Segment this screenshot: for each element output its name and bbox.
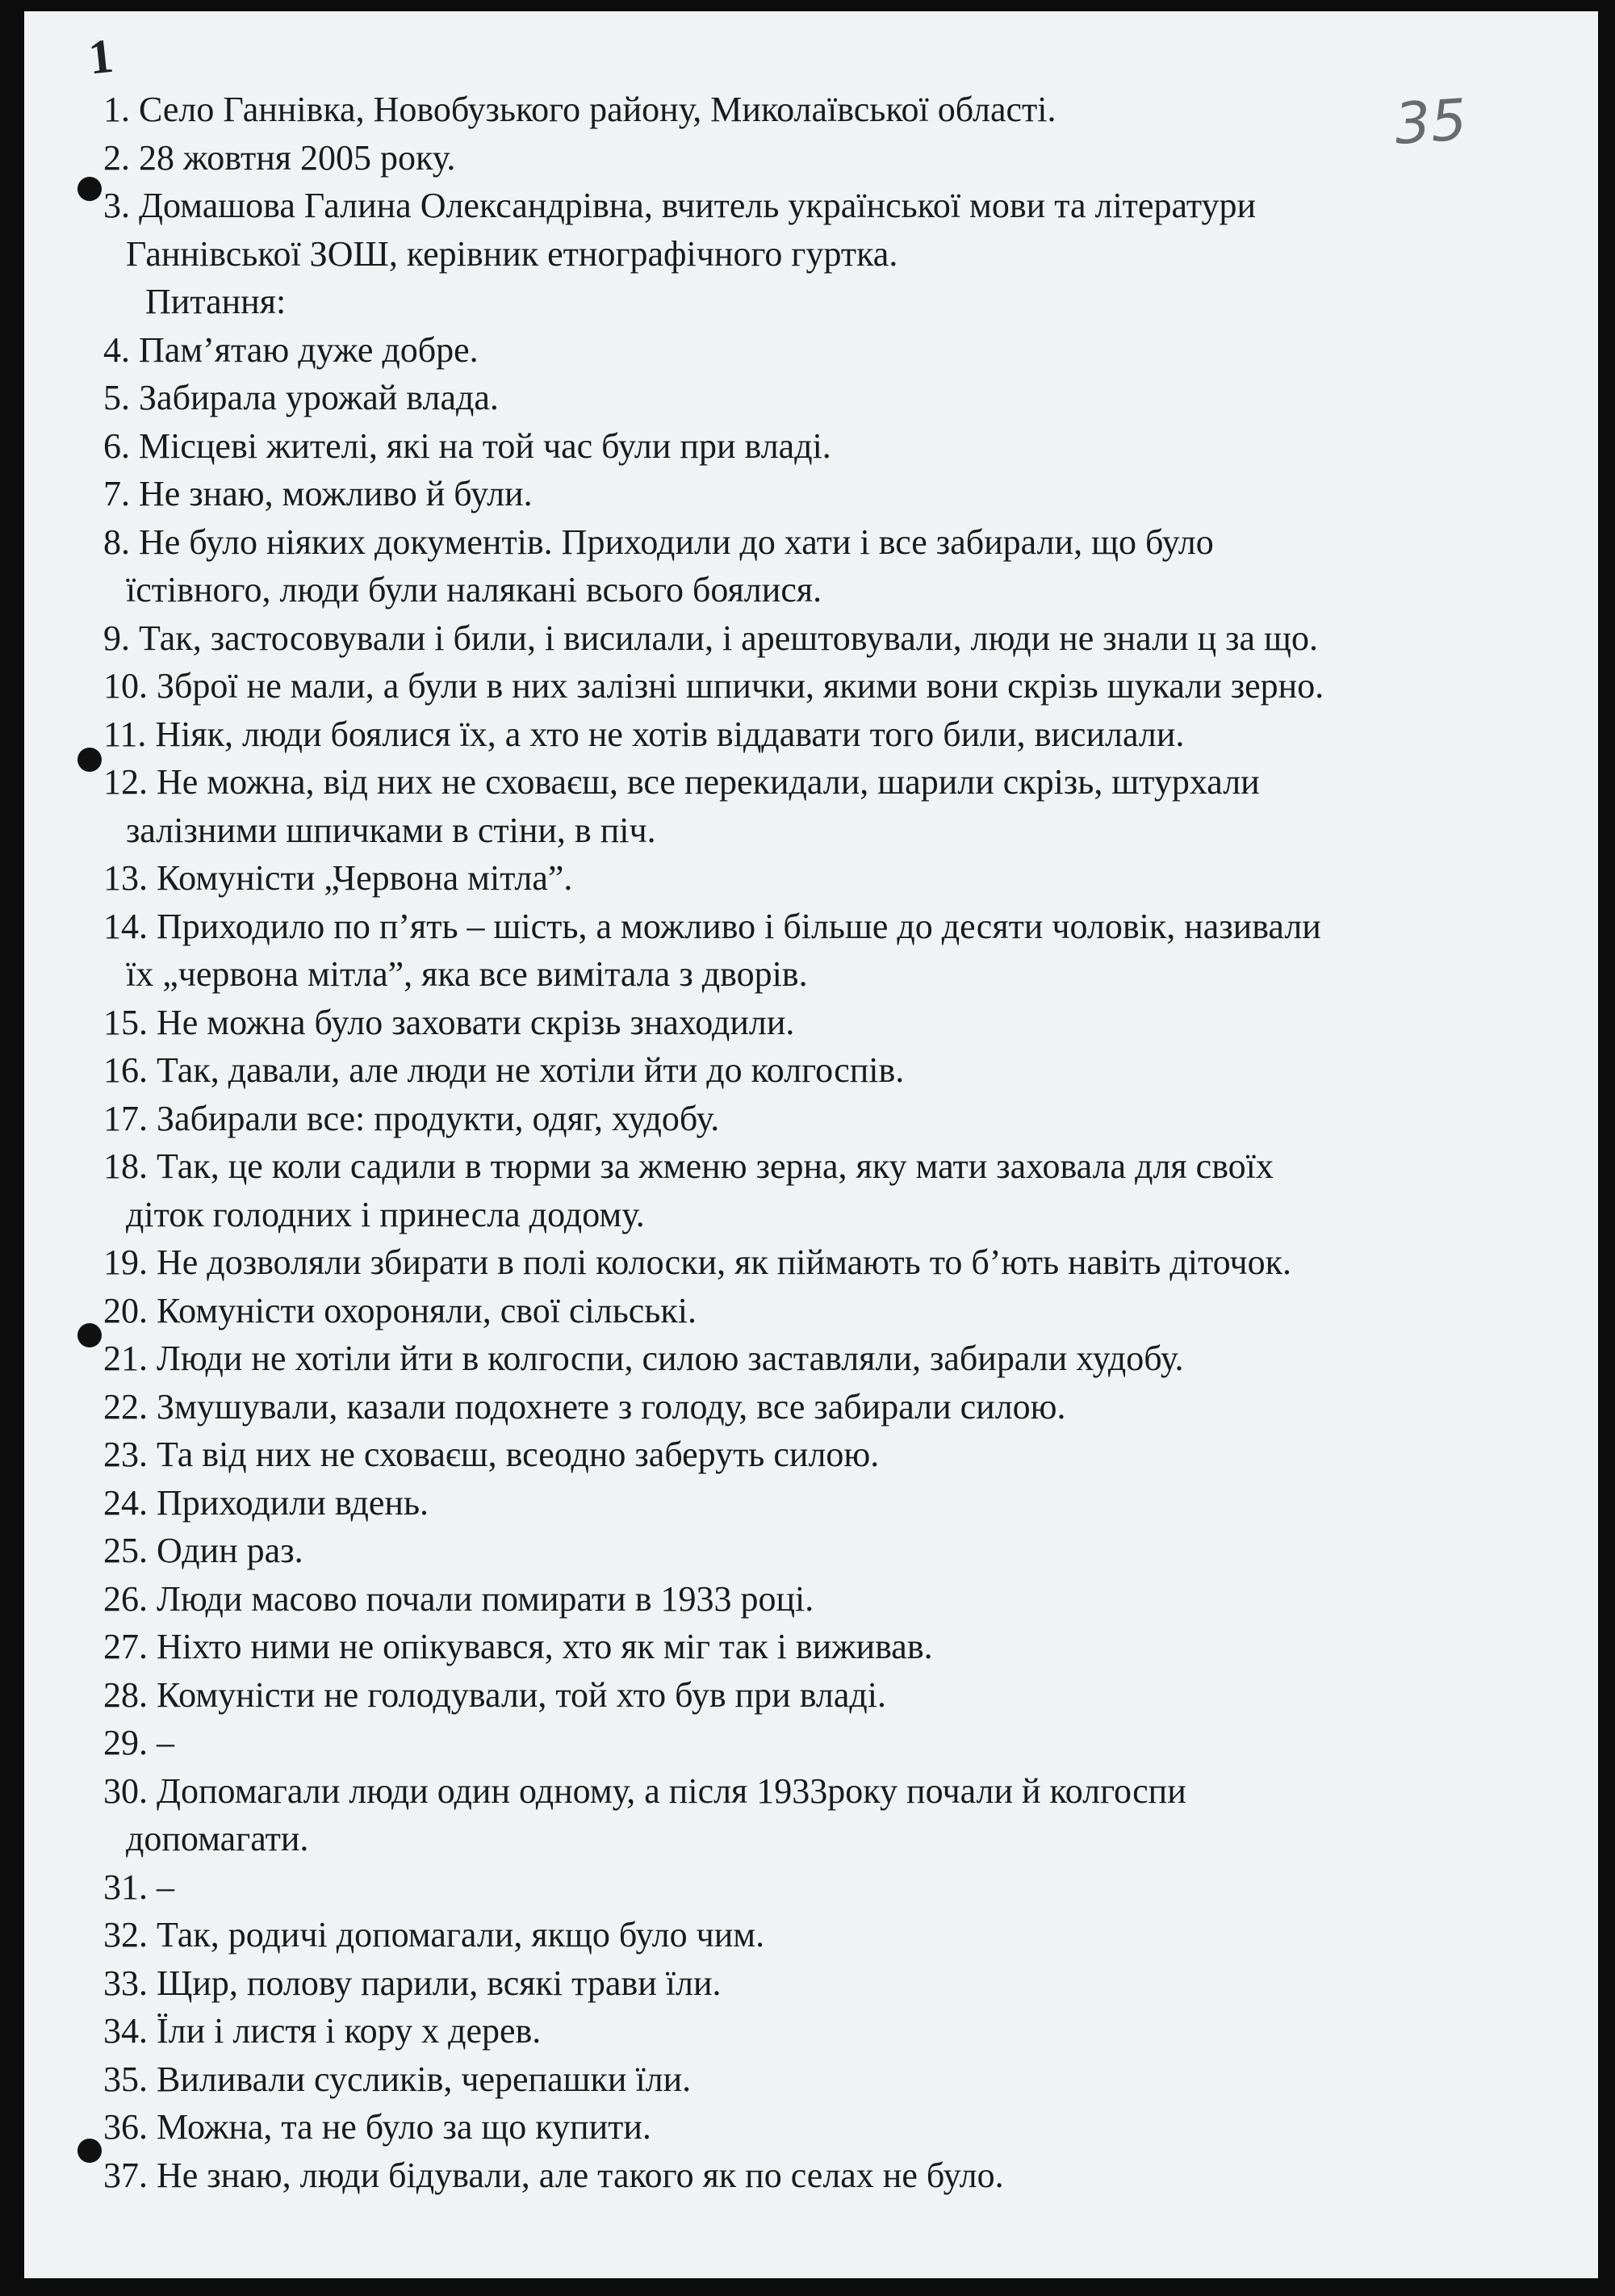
answer-line: 8. Не було ніяких документів. Приходили до хати і все забирали, що було [103, 522, 1214, 562]
document-page [24, 11, 1598, 2278]
answer-line: 7. Не знаю, можливо й були. [103, 474, 533, 513]
answer-line: 33. Щир, полову парили, всякі трави їли. [103, 1963, 722, 2003]
answer-line: 29. – [103, 1723, 174, 1762]
answer-line: їстівного, люди були налякані всього боялися. [126, 570, 822, 610]
answer-line: 13. Комуністи „Червона мітла”. [103, 858, 573, 898]
answer-line: 23. Та від них не сховаєш, всеодно заберуть силою. [103, 1435, 880, 1474]
answer-line: 9. Так, застосовували і били, і висилали, і арештовували, люди не знали ц за що. [103, 618, 1318, 658]
answer-line: 11. Ніяк, люди боялися їх, а хто не хотів віддавати того били, висилали. [103, 714, 1185, 754]
answer-line: 37. Не знаю, люди бідували, але такого як по селах не було. [103, 2155, 1004, 2195]
punch-hole [77, 748, 102, 772]
answer-line: 5. Забирала урожай влада. [103, 378, 499, 417]
answer-line: їх „червона мітла”, яка все вимітала з дворів. [126, 954, 808, 994]
corner-mark: 1 [86, 28, 116, 85]
answer-line: 10. Зброї не мали, а були в них залізні шпички, якими вони скрізь шукали зерно. [103, 666, 1324, 706]
answer-line: діток голодних і принесла додому. [126, 1194, 645, 1234]
answer-line: 30. Допомагали люди один одному, а після 1933року почали й колгоспи [103, 1770, 1186, 1811]
answer-line: 26. Люди масово почали помирати в 1933 році. [103, 1578, 814, 1619]
answer-line: 15. Не можна було заховати скрізь знаходили. [103, 1002, 795, 1042]
answer-line: 16. Так, давали, але люди не хотіли йти до колгоспів. [103, 1050, 905, 1090]
answer-line: 6. Місцеві жителі, які на той час були при владі. [103, 425, 831, 466]
punch-hole [77, 1323, 102, 1347]
answer-line: 18. Так, це коли садили в тюрми за жменю зерна, яку мати заховала для своїх [103, 1146, 1274, 1186]
questions-heading: Питання: [145, 282, 287, 321]
punch-hole [77, 2139, 102, 2163]
answer-line: 27. Ніхто ними не опікувався, хто як міг так і виживав. [103, 1627, 933, 1666]
answer-line: 17. Забирали все: продукти, одяг, худобу. [103, 1098, 720, 1138]
answer-line: залізними шпичками в стіни, в піч. [126, 810, 656, 850]
answer-line: 14. Приходило по п’ять – шість, а можливо і більше до десяти чоловік, називали [103, 906, 1321, 946]
document-line: 3. Домашова Галина Олександрівна, вчитель української мови та літератури [103, 186, 1257, 225]
answer-line: 4. Пам’ятаю дуже добре. [103, 329, 479, 370]
document-line: Ганнівської ЗОШ, керівник етнографічного гуртка. [126, 233, 898, 274]
page-number: 35 [1392, 86, 1469, 158]
punch-hole [77, 177, 102, 201]
answer-line: 32. Так, родичі допомагали, якщо було чим. [103, 1915, 765, 1955]
document-line: 2. 28 жовтня 2005 року. [103, 137, 456, 178]
answer-line: 28. Комуністи не голодували, той хто був при владі. [103, 1674, 886, 1715]
answer-line: 21. Люди не хотіли йти в колгоспи, силою заставляли, забирали худобу. [103, 1339, 1184, 1378]
answer-line: 36. Можна, та не було за що купити. [103, 2107, 651, 2147]
answer-line: 31. – [103, 1867, 174, 1907]
answer-line: 20. Комуністи охороняли, свої сільські. [103, 1290, 697, 1330]
answer-line: 34. Їли і листя і кору х дерев. [103, 2011, 542, 2051]
answer-line: 24. Приходили вдень. [103, 1482, 429, 1523]
answer-line: 22. Змушували, казали подохнете з голоду, все забирали силою. [103, 1386, 1066, 1427]
document-body [103, 86, 1588, 2199]
answer-line: 19. Не дозволяли збирати в полі колоски, як піймають то б’ють навіть діточок. [103, 1242, 1292, 1282]
answer-line: 35. Виливали сусликів, черепашки їли. [103, 2059, 692, 2099]
document-line: 1. Село Ганнівка, Новобузького району, Миколаївської області. [103, 90, 1056, 129]
answer-line: допомагати. [126, 1819, 309, 1858]
answer-line: 12. Не можна, від них не сховаєш, все перекидали, шарили скрізь, штурхали [103, 762, 1260, 802]
answer-line: 25. Один раз. [103, 1531, 303, 1570]
